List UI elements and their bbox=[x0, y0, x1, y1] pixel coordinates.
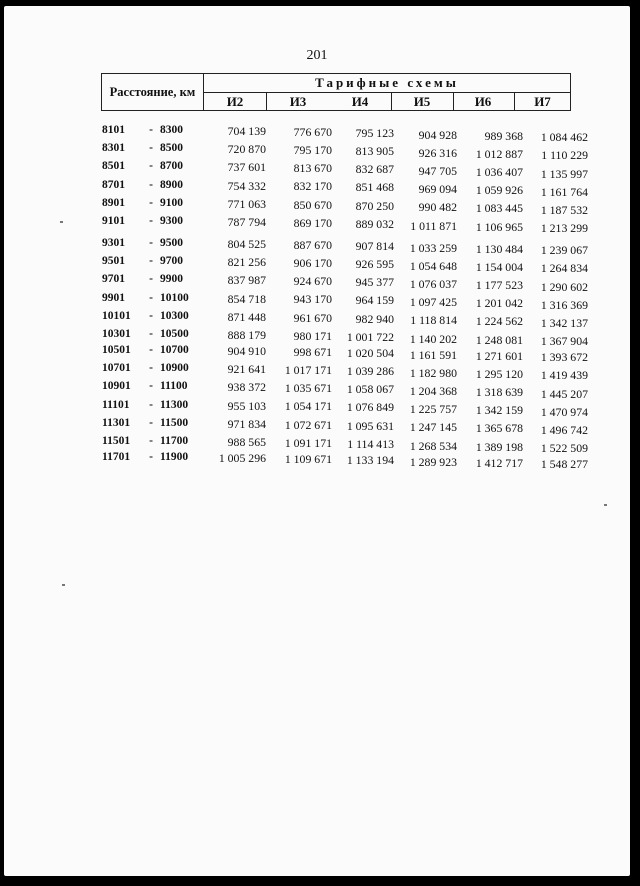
tariff-value: 1 114 413 bbox=[347, 436, 394, 451]
tariff-value: 1 496 742 bbox=[540, 423, 588, 438]
tariff-value: 926 316 bbox=[418, 145, 457, 160]
distance-from: 9501 bbox=[102, 255, 125, 268]
range-dash: - bbox=[149, 255, 153, 268]
tariff-value: 1 248 081 bbox=[475, 332, 523, 347]
distance-to: 8900 bbox=[160, 178, 183, 191]
tariff-value: 1 091 171 bbox=[284, 435, 332, 450]
table-row bbox=[4, 124, 630, 145]
tariff-value: 754 332 bbox=[227, 178, 266, 193]
tariff-value: 704 139 bbox=[227, 124, 266, 138]
tariff-value: 776 670 bbox=[293, 124, 332, 139]
tariff-value: 1 342 137 bbox=[540, 316, 588, 331]
range-dash: - bbox=[149, 328, 153, 340]
tariff-value: 1 316 369 bbox=[540, 297, 588, 312]
table-row bbox=[4, 451, 630, 472]
margin-mark bbox=[604, 504, 607, 506]
tariff-value: 1 268 534 bbox=[409, 438, 457, 453]
range-dash: - bbox=[149, 435, 153, 447]
tariff-value: 1 036 407 bbox=[475, 164, 523, 179]
table-row bbox=[4, 196, 630, 218]
tariff-value: 854 718 bbox=[227, 291, 266, 306]
distance-from: 11301 bbox=[102, 416, 131, 429]
tariff-value: 964 159 bbox=[355, 293, 394, 308]
range-dash: - bbox=[149, 142, 153, 155]
distance-to: 11100 bbox=[160, 380, 188, 393]
tariff-value: 924 670 bbox=[293, 274, 332, 289]
tariff-value: 1 290 602 bbox=[540, 279, 588, 294]
table-row bbox=[4, 142, 630, 163]
tariff-value: 888 179 bbox=[227, 328, 266, 342]
tariff-value: 850 670 bbox=[293, 197, 332, 212]
range-dash: - bbox=[149, 344, 153, 356]
tariff-value: 795 123 bbox=[355, 125, 394, 140]
tariff-value: 832 170 bbox=[293, 179, 332, 194]
distance-from: 8301 bbox=[102, 142, 125, 155]
range-dash: - bbox=[149, 215, 153, 227]
tariff-value: 907 814 bbox=[355, 238, 394, 253]
page-number: 201 bbox=[306, 48, 328, 63]
distance-to: 10900 bbox=[160, 362, 189, 375]
tariff-value: 1 001 722 bbox=[346, 329, 394, 344]
tariff-value: 787 794 bbox=[227, 215, 266, 229]
range-dash: - bbox=[149, 160, 153, 173]
tariff-value: 813 670 bbox=[293, 161, 332, 176]
distance-from: 10501 bbox=[102, 344, 131, 356]
distance-from: 8701 bbox=[102, 178, 125, 191]
tariff-value: 1 161 591 bbox=[409, 347, 457, 362]
tariff-value: 1 239 067 bbox=[540, 243, 588, 258]
tariff-value: 904 910 bbox=[227, 344, 266, 358]
tariff-value: 1 412 717 bbox=[475, 455, 523, 470]
tariff-value: 795 170 bbox=[293, 143, 332, 158]
tariff-value: 720 870 bbox=[227, 142, 266, 157]
tariff-value: 1 005 296 bbox=[218, 451, 266, 465]
tariff-value: 1 365 678 bbox=[475, 421, 523, 436]
tariff-value: 955 103 bbox=[227, 398, 266, 413]
tariff-value: 1 035 671 bbox=[284, 381, 332, 396]
tariff-value: 988 565 bbox=[227, 435, 266, 449]
table-row bbox=[4, 344, 630, 365]
distance-from: 9101 bbox=[102, 215, 125, 227]
tariff-value: 1 072 671 bbox=[284, 417, 332, 432]
tariff-value: 1 140 202 bbox=[409, 331, 457, 346]
tariff-value: 1 182 980 bbox=[409, 365, 457, 380]
tariff-value: 1 201 042 bbox=[475, 296, 523, 311]
tariff-value: 906 170 bbox=[293, 256, 332, 271]
distance-to: 11300 bbox=[160, 398, 189, 411]
tariff-value: 1 389 198 bbox=[475, 439, 523, 454]
tariff-value: 980 171 bbox=[293, 328, 332, 343]
tariff-value: 1 154 004 bbox=[475, 259, 523, 274]
tariff-value: 1 017 171 bbox=[284, 363, 332, 378]
tariff-value: 1 271 601 bbox=[475, 348, 523, 363]
distance-to: 11500 bbox=[160, 416, 189, 429]
distance-from: 10701 bbox=[102, 362, 131, 375]
tariff-value: 1 522 509 bbox=[540, 441, 588, 456]
tariff-value: 1 367 904 bbox=[540, 334, 588, 349]
column-header-i2: И2 bbox=[226, 94, 244, 109]
distance-to: 10300 bbox=[160, 309, 189, 322]
tariff-value: 1 177 523 bbox=[475, 277, 523, 292]
table-row bbox=[4, 160, 630, 181]
tariff-value: 938 372 bbox=[227, 380, 266, 395]
tariff-value: 804 525 bbox=[227, 237, 266, 251]
distance-to: 9500 bbox=[160, 237, 183, 249]
tariff-value: 832 687 bbox=[355, 162, 394, 177]
table-header bbox=[101, 73, 571, 111]
distance-from: 9901 bbox=[102, 291, 125, 304]
tariff-value: 1 118 814 bbox=[410, 313, 457, 328]
range-dash: - bbox=[149, 362, 153, 375]
distance-to: 9300 bbox=[160, 215, 183, 227]
tariff-value: 821 256 bbox=[227, 255, 266, 270]
tariff-value: 989 368 bbox=[484, 128, 523, 143]
tariff-value: 1 161 764 bbox=[540, 184, 588, 199]
range-dash: - bbox=[149, 124, 153, 136]
tariff-value: 1 225 757 bbox=[409, 402, 457, 417]
tariff-value: 1 342 159 bbox=[475, 403, 523, 418]
table-row bbox=[4, 380, 630, 401]
distance-to: 9700 bbox=[160, 255, 183, 268]
distance-from: 11101 bbox=[102, 398, 130, 411]
tariff-value: 889 032 bbox=[355, 216, 394, 231]
table-row bbox=[4, 237, 630, 258]
range-dash: - bbox=[149, 416, 153, 429]
tariff-value: 1 058 067 bbox=[346, 382, 394, 397]
distance-to: 11900 bbox=[160, 451, 189, 463]
tariff-value: 871 448 bbox=[227, 309, 266, 324]
tariff-value: 771 063 bbox=[227, 196, 266, 211]
range-dash: - bbox=[149, 237, 153, 249]
tariff-value: 1 054 648 bbox=[409, 258, 457, 273]
table-row bbox=[4, 291, 630, 312]
range-dash: - bbox=[149, 380, 153, 393]
table-row bbox=[4, 255, 630, 276]
distance-to: 10500 bbox=[160, 328, 189, 340]
tariff-value: 904 928 bbox=[418, 127, 457, 142]
tariff-value: 982 940 bbox=[355, 311, 394, 326]
document-page bbox=[4, 6, 630, 876]
tariff-value: 1 011 871 bbox=[410, 218, 457, 233]
distance-to: 8700 bbox=[160, 160, 183, 173]
tariff-value: 870 250 bbox=[355, 198, 394, 213]
tariff-value: 1 076 037 bbox=[409, 276, 457, 291]
range-dash: - bbox=[149, 178, 153, 191]
column-header-i7: И7 bbox=[534, 94, 551, 109]
range-dash: - bbox=[149, 398, 153, 411]
tariff-value: 1 133 194 bbox=[346, 452, 394, 467]
tariff-value: 971 834 bbox=[227, 416, 266, 431]
tariff-value: 1 059 926 bbox=[475, 183, 523, 198]
tariff-value: 1 295 120 bbox=[475, 366, 523, 381]
tariff-value: 1 084 462 bbox=[540, 130, 588, 145]
tariff-value: 1 419 439 bbox=[540, 368, 588, 383]
column-header-i6: И6 bbox=[474, 94, 492, 109]
tariff-value: 1 020 504 bbox=[346, 345, 394, 360]
tariff-value: 1 289 923 bbox=[409, 454, 457, 469]
distance-to: 11700 bbox=[160, 435, 189, 447]
distance-to: 9900 bbox=[160, 273, 183, 286]
tariff-value: 1 318 639 bbox=[475, 384, 523, 399]
distance-from: 10101 bbox=[102, 309, 131, 322]
tariff-value: 851 468 bbox=[355, 180, 394, 195]
range-dash: - bbox=[149, 451, 153, 463]
tariff-value: 1 204 368 bbox=[409, 383, 457, 398]
tariff-value: 961 670 bbox=[293, 310, 332, 325]
column-header-i5: И5 bbox=[413, 94, 431, 109]
distance-to: 10100 bbox=[160, 291, 189, 304]
distance-to: 10700 bbox=[160, 344, 189, 356]
distance-from: 8101 bbox=[102, 124, 125, 136]
distance-from: 10301 bbox=[102, 328, 131, 340]
distance-from: 10901 bbox=[102, 380, 131, 393]
tariff-value: 1 187 532 bbox=[540, 203, 588, 218]
table-row bbox=[4, 362, 630, 383]
table-row bbox=[4, 309, 630, 331]
distance-to: 9100 bbox=[160, 196, 183, 209]
table-row bbox=[4, 178, 630, 199]
column-header-i3: И3 bbox=[289, 94, 307, 109]
tariff-value: 998 671 bbox=[293, 344, 332, 359]
tariff-value: 1 095 631 bbox=[346, 418, 394, 433]
tariff-value: 1 213 299 bbox=[540, 221, 588, 236]
tariff-value: 1 110 229 bbox=[541, 148, 588, 163]
tariff-value: 1 076 849 bbox=[346, 400, 394, 415]
table-row bbox=[4, 416, 630, 438]
range-dash: - bbox=[149, 196, 153, 209]
tariff-value: 990 482 bbox=[418, 200, 457, 215]
tariff-value: 837 987 bbox=[227, 273, 266, 288]
tariff-value: 1 470 974 bbox=[540, 404, 588, 419]
distance-to: 8300 bbox=[160, 124, 183, 136]
tariff-value: 926 595 bbox=[355, 256, 394, 271]
tariff-value: 1 097 425 bbox=[409, 295, 457, 310]
distance-to: 8500 bbox=[160, 142, 183, 155]
table-row bbox=[4, 398, 630, 419]
tariff-value: 1 445 207 bbox=[540, 386, 588, 401]
table-row bbox=[4, 215, 630, 236]
tariff-value: 921 641 bbox=[227, 362, 266, 377]
tariff-value: 1 106 965 bbox=[475, 219, 523, 234]
margin-mark bbox=[60, 221, 63, 223]
tariff-value: 1 247 145 bbox=[409, 420, 457, 435]
tariff-value: 1 135 997 bbox=[540, 166, 588, 181]
tariff-value: 1 012 887 bbox=[475, 146, 523, 161]
tariff-value: 887 670 bbox=[293, 237, 332, 252]
table-row bbox=[4, 435, 630, 456]
tariff-value: 1 054 171 bbox=[284, 399, 332, 414]
tariff-value: 1 039 286 bbox=[346, 363, 394, 378]
range-dash: - bbox=[149, 291, 153, 304]
distance-from: 8501 bbox=[102, 160, 125, 173]
distance-from: 9301 bbox=[102, 237, 125, 249]
tariff-value: 947 705 bbox=[418, 163, 457, 178]
column-header-i4: И4 bbox=[351, 94, 369, 109]
tariff-value: 1 224 562 bbox=[475, 314, 523, 329]
distance-column-header: Расстояние, км bbox=[102, 74, 204, 110]
tariff-value: 943 170 bbox=[293, 292, 332, 307]
tariff-schemes-title: Тарифные схемы bbox=[204, 74, 570, 93]
distance-from: 8901 bbox=[102, 196, 125, 209]
tariff-value: 813 905 bbox=[355, 143, 394, 158]
tariff-value: 945 377 bbox=[355, 275, 394, 290]
range-dash: - bbox=[149, 273, 153, 286]
distance-from: 11501 bbox=[102, 435, 131, 447]
tariff-value: 737 601 bbox=[227, 160, 266, 175]
tariff-value: 1 033 259 bbox=[409, 240, 457, 255]
tariff-value: 1 393 672 bbox=[540, 350, 588, 365]
margin-mark bbox=[62, 584, 65, 586]
distance-from: 11701 bbox=[102, 451, 131, 463]
tariff-value: 1 548 277 bbox=[540, 457, 588, 472]
table-row bbox=[4, 328, 630, 349]
range-dash: - bbox=[149, 309, 153, 322]
tariff-value: 1 130 484 bbox=[475, 241, 523, 256]
tariff-value: 1 109 671 bbox=[284, 451, 332, 466]
tariff-value: 869 170 bbox=[293, 215, 332, 230]
table-row bbox=[4, 273, 630, 294]
tariff-value: 1 083 445 bbox=[475, 201, 523, 216]
distance-from: 9701 bbox=[102, 273, 125, 286]
tariff-value: 1 264 834 bbox=[540, 261, 588, 276]
tariff-value: 969 094 bbox=[418, 182, 457, 197]
